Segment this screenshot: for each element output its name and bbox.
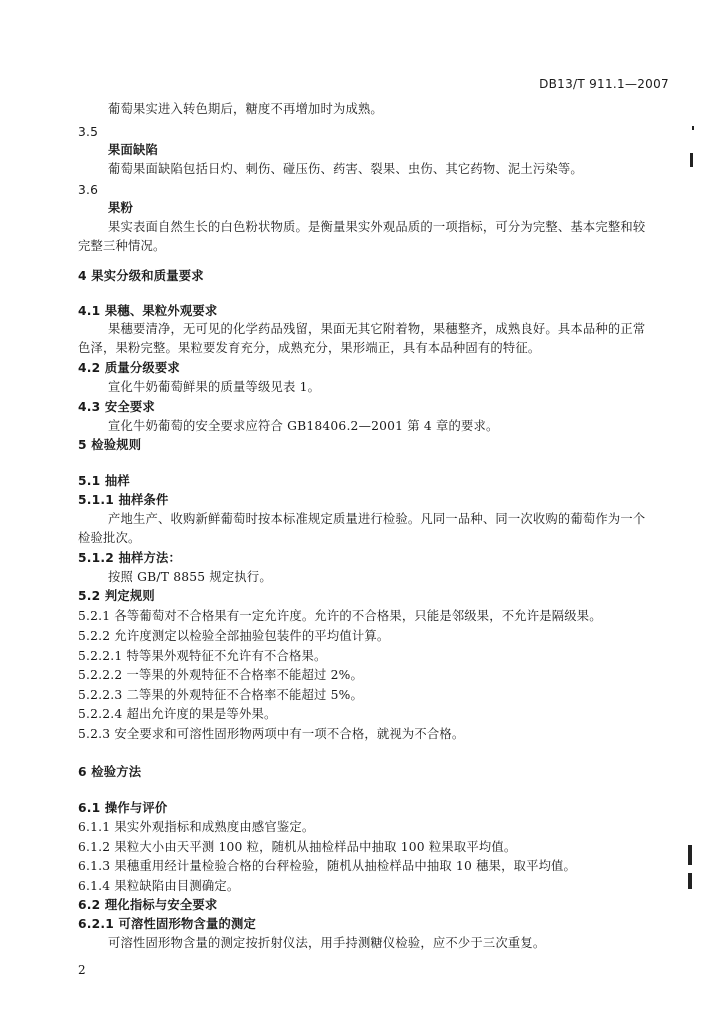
section-heading: 5 检验规则 [78, 438, 142, 452]
term-heading: 果粉 [108, 201, 133, 215]
subsection-heading: 6.2 理化指标与安全要求 [78, 898, 218, 912]
text-line: 可溶性固形物含量的测定按折射仪法，用手持测糖仪检验，应不少于三次重复。 [108, 936, 546, 950]
scan-mark [688, 873, 692, 889]
subsection-heading: 4.3 安全要求 [78, 400, 155, 414]
scan-mark [692, 126, 694, 130]
clause-line: 6.1.2 果粒大小由天平测 100 粒，随机从抽检样品中抽取 100 粒果取平均值。 [78, 840, 517, 854]
text-line: 色泽，果粉完整。果粒要发育充分，成熟充分，果形端正，具有本品种固有的特征。 [78, 341, 541, 355]
clause-line: 5.2.2 允许度测定以检验全部抽验包装件的平均值计算。 [78, 629, 390, 643]
clause-number: 3.6 [78, 183, 99, 197]
subsection-heading: 4.1 果穗、果粒外观要求 [78, 304, 218, 318]
clause-line: 6.1.1 果实外观指标和成熟度由感官鉴定。 [78, 820, 315, 834]
clause-line: 5.2.2.1 特等果外观特征不允许有不合格果。 [78, 649, 327, 663]
page-number: 2 [78, 963, 86, 977]
subsection-heading: 5.2 判定规则 [78, 589, 155, 603]
text-line: 完整三种情况。 [78, 239, 166, 253]
scan-mark [690, 153, 693, 167]
clause-line: 5.2.2.3 二等果的外观特征不合格率不能超过 5%。 [78, 688, 363, 702]
subsection-heading: 4.2 质量分级要求 [78, 361, 180, 375]
clause-number: 3.5 [78, 125, 99, 139]
text-line: 按照 GB/T 8855 规定执行。 [108, 570, 272, 584]
subsection-heading: 5.1.1 抽样条件 [78, 493, 169, 507]
clause-line: 6.1.3 果穗重用经计量检验合格的台秤检验，随机从抽检样品中抽取 10 穗果，取平均值。 [78, 859, 577, 873]
text-line: 葡萄果实进入转色期后，糖度不再增加时为成熟。 [108, 102, 383, 116]
subsection-heading: 6.2.1 可溶性固形物含量的测定 [78, 917, 256, 931]
text-line: 果穗要清净，无可见的化学药品残留，果面无其它附着物，果穗整齐，成熟良好。具本品种的正常 [108, 322, 646, 336]
standard-number: DB13/T 911.1—2007 [539, 77, 669, 91]
text-line: 宣化牛奶葡萄的安全要求应符合 GB18406.2—2001 第 4 章的要求。 [108, 419, 499, 433]
subsection-heading: 5.1.2 抽样方法： [78, 551, 181, 565]
clause-line: 5.2.2.2 一等果的外观特征不合格率不能超过 2%。 [78, 668, 363, 682]
clause-line: 5.2.1 各等葡萄对不合格果有一定允许度。允许的不合格果，只能是邻级果，不允许是隔级果。 [78, 609, 602, 623]
clause-line: 6.1.4 果粒缺陷由目测确定。 [78, 879, 240, 893]
text-line: 检验批次。 [78, 531, 141, 545]
term-heading: 果面缺陷 [108, 143, 158, 157]
section-heading: 6 检验方法 [78, 765, 142, 779]
text-line: 宣化牛奶葡萄鲜果的质量等级见表 1。 [108, 380, 321, 394]
section-heading: 4 果实分级和质量要求 [78, 269, 204, 283]
text-line: 葡萄果面缺陷包括日灼、刺伤、碰压伤、药害、裂果、虫伤、其它药物、泥土污染等。 [108, 162, 583, 176]
text-line: 果实表面自然生长的白色粉状物质。是衡量果实外观品质的一项指标，可分为完整、基本完整和较 [108, 220, 646, 234]
subsection-heading: 6.1 操作与评价 [78, 801, 168, 815]
text-line: 产地生产、收购新鲜葡萄时按本标准规定质量进行检验。凡同一品种、同一次收购的葡萄作为一个 [108, 512, 646, 526]
scan-mark [688, 845, 692, 865]
subsection-heading: 5.1 抽样 [78, 474, 130, 488]
clause-line: 5.2.3 安全要求和可溶性固形物两项中有一项不合格，就视为不合格。 [78, 727, 465, 741]
clause-line: 5.2.2.4 超出允许度的果是等外果。 [78, 707, 277, 721]
